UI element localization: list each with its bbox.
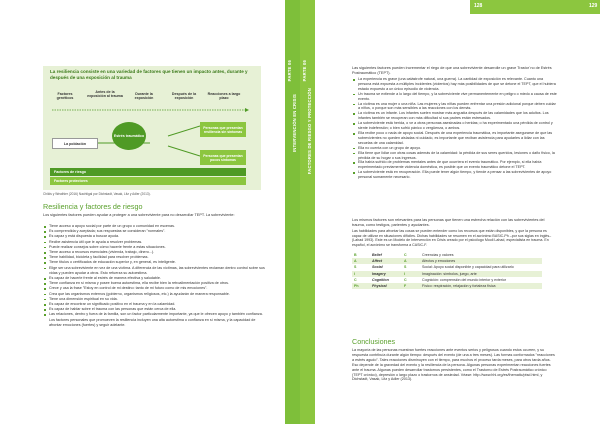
table-cell: I — [352, 271, 370, 277]
list-item: Las relaciones, dentro y fuera de la familia, son un factor particularmente importante, ya que le ofrecen apoyo y también confianza. Los factores personales que promueven la resiliencia incluyen una alta autoestima o confianza en sí misma, y la capacidad de afrontar emociones (fuertes) y seguir adelante. — [43, 312, 268, 328]
figure-protect-bar: Factores protectores — [50, 177, 246, 185]
table-cell: Cognición: comprensión del mundo interior y exterior — [422, 277, 507, 282]
list-item: Es capaz de hacerle frente al estrés de manera efectiva y saludable. — [43, 276, 268, 281]
figure-col-genetic: Factores genéticos — [56, 92, 74, 101]
section-title-resilience: Resiliencia y factores de riesgo — [43, 202, 143, 211]
table-cell: C — [404, 253, 407, 258]
list-item: Elige ser una sobreviviente en vez de una víctima. A diferencia de las víctimas, las sobrevivientes reclaman dentro control sobre sus vidas y pueden ayudar a otros. Esto refuerza su autoestima. — [43, 266, 268, 276]
table-cell: Creencias y valores — [422, 253, 454, 258]
list-item: Ella tiene que lidiar con otras cosas además de la calamidad: la pérdida de sus seres queridos, lesiones o daño físico, la pérdida de su hogar o sus ingresos. — [352, 151, 557, 161]
list-item: La experiencia es grave (una catástrofe natural, una guerra). La cantidad de exposición es relevante. Cuanto una persona está expuesta a múltiples incidentes (violentos) hay más posibilidades de que se detone el TEPT, que el hubiera estado expuesto a un único episodio de violencia. — [352, 77, 557, 92]
table-cell: Afectos y emociones — [420, 258, 542, 264]
table-cell: S — [404, 265, 407, 270]
list-item: La víctima es un infante. Los infantes suelen mostrar más angustia después de las calamidades que los adultos. Los infantes también se recuperan con más dificultad si sus padres están estresados. — [352, 111, 557, 121]
list-item: Tiene títulos o certificados de educación superior y, en general, es inteligente. — [43, 260, 268, 265]
table-cell: Imagery — [370, 271, 402, 277]
table-cell: S — [354, 265, 357, 270]
figure-outcome-resilient: Personas que presentan resiliencia sin síntomas — [200, 122, 246, 137]
figure-population: La población — [52, 138, 98, 149]
table-cell: Physical — [370, 283, 402, 289]
left-page-number: 128 — [471, 2, 485, 10]
table-cell: I — [402, 271, 420, 277]
table-row — [352, 283, 542, 289]
list-item: Es capaz de hablar sobre el trauma con las personas que están cerca de ella. — [43, 307, 268, 312]
resilience-intro: Los siguientes factores pueden ayudar a proteger a una sobreviviente para no desarrollar TEPT. La sobreviviente: — [43, 213, 235, 217]
table-cell: Social: Apoyo social disponible y capacidad para utilizarlo — [422, 265, 514, 270]
list-item: Es capaz de encontrar un significado positivo en el trauma y en la calamidad. — [43, 302, 268, 307]
table-cell: Belief — [372, 253, 382, 258]
table-cell: Imaginación: símbolos, juego, arte — [420, 271, 542, 277]
list-item: Un trauma se extiende a lo largo del tiempo, y la sobreviviente vive permanentemente en peligro o miedo a causa de este evento. — [352, 92, 557, 102]
table-cell: Ph — [352, 283, 370, 289]
figure-col-after: Después de la exposición — [171, 92, 197, 101]
list-item: Crece y usa la frase "Estoy en control de mi destino: tanto de mi futuro como de mis emociones". — [43, 286, 268, 291]
table-cell: Social — [372, 265, 383, 270]
list-item: Ella recibe poco o nada de apoyo social. Después de una experiencia traumática, es importante asegurarse de que las sobrevivientes no queden aisladas ni cuidado, es importante que reciban asistencia para ayudarles a lidiar con las secuelas de una calamidad. — [352, 131, 557, 146]
table-cell: A — [352, 258, 370, 264]
list-item: Recibe asistencia útil que le ayuda a resolver problemas. — [43, 240, 268, 245]
figure-title: La resiliencia consiste en una variedad de factores que tienen un impacto antes, durante y después de una exposición al trauma — [50, 69, 248, 80]
table-cell: A — [402, 258, 420, 264]
table-cell: B — [354, 253, 357, 258]
conclusions-text: La mayoría de las personas muestran fuertes reacciones ante eventos serios y peligrosos cuando estos ocurren, y su respuesta contribuía durante algún tiempo: después del evento (de una a tres meses). Las formas conformados "reacciones a estrés agudo". Tales reacciones disminuyen con el tiempo, para muchos el proceso tarda meses, para otros tarda años. Eso depende de la gravedad del evento y la resiliencia de la persona. Algunas personas experimentan reacciones fuertes ante el trauma. Algunas pueden desarrollar trastornos persistentes, como el Trastorno de Estrés Postraumático crónico (TEPT crónico), depresión o largo plazo o trastornos de ansiedad. Véase: http://www.hhi.org/es/thematic/ptsd.html, y Dichstadt, Vasak, Litz y Adler (2013). — [352, 348, 555, 382]
list-item: La sobreviviente está en recuperación. Ella puede tener algún tiempo, y tiende a pensar a las sobrevivientes de apoyo personal sumamente necesario. — [352, 170, 557, 180]
list-item: Tiene habilidad, bicicleta y facilidad para resolver problemas. — [43, 255, 268, 260]
basic-ph-table — [352, 252, 542, 289]
figure-col-long-term: Reacciones a largo plazo — [207, 92, 241, 101]
risk-para-3: Las habilidades para afrontar las cosas se pueden entender como los recursos que están disponibles, y que la persona es capaz de utilizar en situaciones difíciles. Dichas habilidades se resumen en el acrónimo BASIC-Ph –por sus siglas en inglés– (Lahad 1993). Este es un Modelo de Intervención en Crisis creado por el psicólogo Mooli Lahad, especialista en trauma. En español, el acrónimo se transforma a CASIC-F. — [352, 229, 552, 247]
table-cell: Cognition — [372, 277, 389, 282]
list-item: La víctima es una mujer o una niña. Las mujeres y las niñas pueden enfrentar una presión adicional porque deben cuidar a niños, o porque son más sensibles a las reacciones con los demás. — [352, 102, 557, 112]
figure-risk-bar: Factores de riesgo — [50, 168, 246, 176]
left-spine-part: PARTE 06 — [287, 60, 292, 82]
figure-col-before: Antes de la exposición al trauma — [87, 90, 123, 99]
list-item: Tiene acceso a recursos esenciales (vivienda, trabajo, dinero...). — [43, 250, 268, 255]
list-item: Crea que las organismos externos (gobierno, organismos religiosos, etc.) la ayudarán de manera responsable. — [43, 292, 268, 297]
right-page-number: 129 — [586, 2, 600, 10]
figure-caption: Childs y Weathier (2016) Nachtigal por Dichstadt, Vasak, Litz y Adler (2013). — [43, 192, 151, 196]
list-item: Es comprendida y aceptada; sus respuestas se consideran "normales". — [43, 229, 268, 234]
section-title-conclusions: Conclusiones — [352, 337, 396, 346]
list-item: Tiene una dimensión espiritual en su vida. — [43, 297, 268, 302]
list-item: La sobreviviente está herida, o ve a otras personas asesinadas o heridas; o ha experimentado una pérdida de control y siente indefensión; o bien sufrió pánico o vergüenza, o ambos. — [352, 121, 557, 131]
figure-col-during: Durante la exposición — [134, 92, 154, 101]
table-cell: C — [354, 277, 357, 282]
table-cell: F — [402, 283, 420, 289]
figure-stressor: Estrés traumático — [112, 122, 146, 150]
list-item: Puede realizar consejos sobre cómo hacerle frente a estas situaciones. — [43, 245, 268, 250]
header-green-band — [470, 0, 600, 14]
list-item: Tiene confianza en sí misma y posee buena autoestima, ella recibe bien la retroalimentación positiva de otros. — [43, 281, 268, 286]
list-item: Es capaz y está dispuesta a buscar ayuda. — [43, 234, 268, 239]
resilience-list — [43, 224, 268, 328]
list-item: Ella había sufrido de problemas mentales antes de que ocurriera el evento traumático. Por ejemplo, si ella había experimentado previamente violencia doméstica, es posible que un evento traumático detone el TEPT. — [352, 160, 557, 170]
right-spine-part: PARTE 06 — [302, 60, 307, 82]
figure-outcome-symptoms: Personas que presentan pocos síntomas — [200, 150, 246, 165]
table-cell: Físico: respiración, relajación y fortaleza física — [420, 283, 542, 289]
right-spine-title: FACTORES DE RIESGO Y PROTECCIÓN — [307, 88, 312, 175]
table-cell: C — [404, 277, 407, 282]
list-item: Ella no cuenta con un grupo de apoyo. — [352, 146, 557, 151]
risk-intro: Las siguientes factores pueden incrementar el riego de que una sobreviviente desarrolle un grave Trastor´no de Estrés Postraumático (TEPT). — [352, 66, 552, 75]
table-cell: Affect — [370, 258, 402, 264]
list-item: Tiene acceso a apoyo social por parte de un grupo o comunidad en escenas. — [43, 224, 268, 229]
risk-list — [352, 77, 557, 180]
risk-para-2: Los mismos factores son relevantes para las personas que tienen una estrecha relación con las sobrevivientes del trauma, como testigos, parientes y ayudantes. — [352, 218, 545, 227]
left-spine-title: INTERVENCIÓN EN CRISIS — [292, 94, 297, 153]
